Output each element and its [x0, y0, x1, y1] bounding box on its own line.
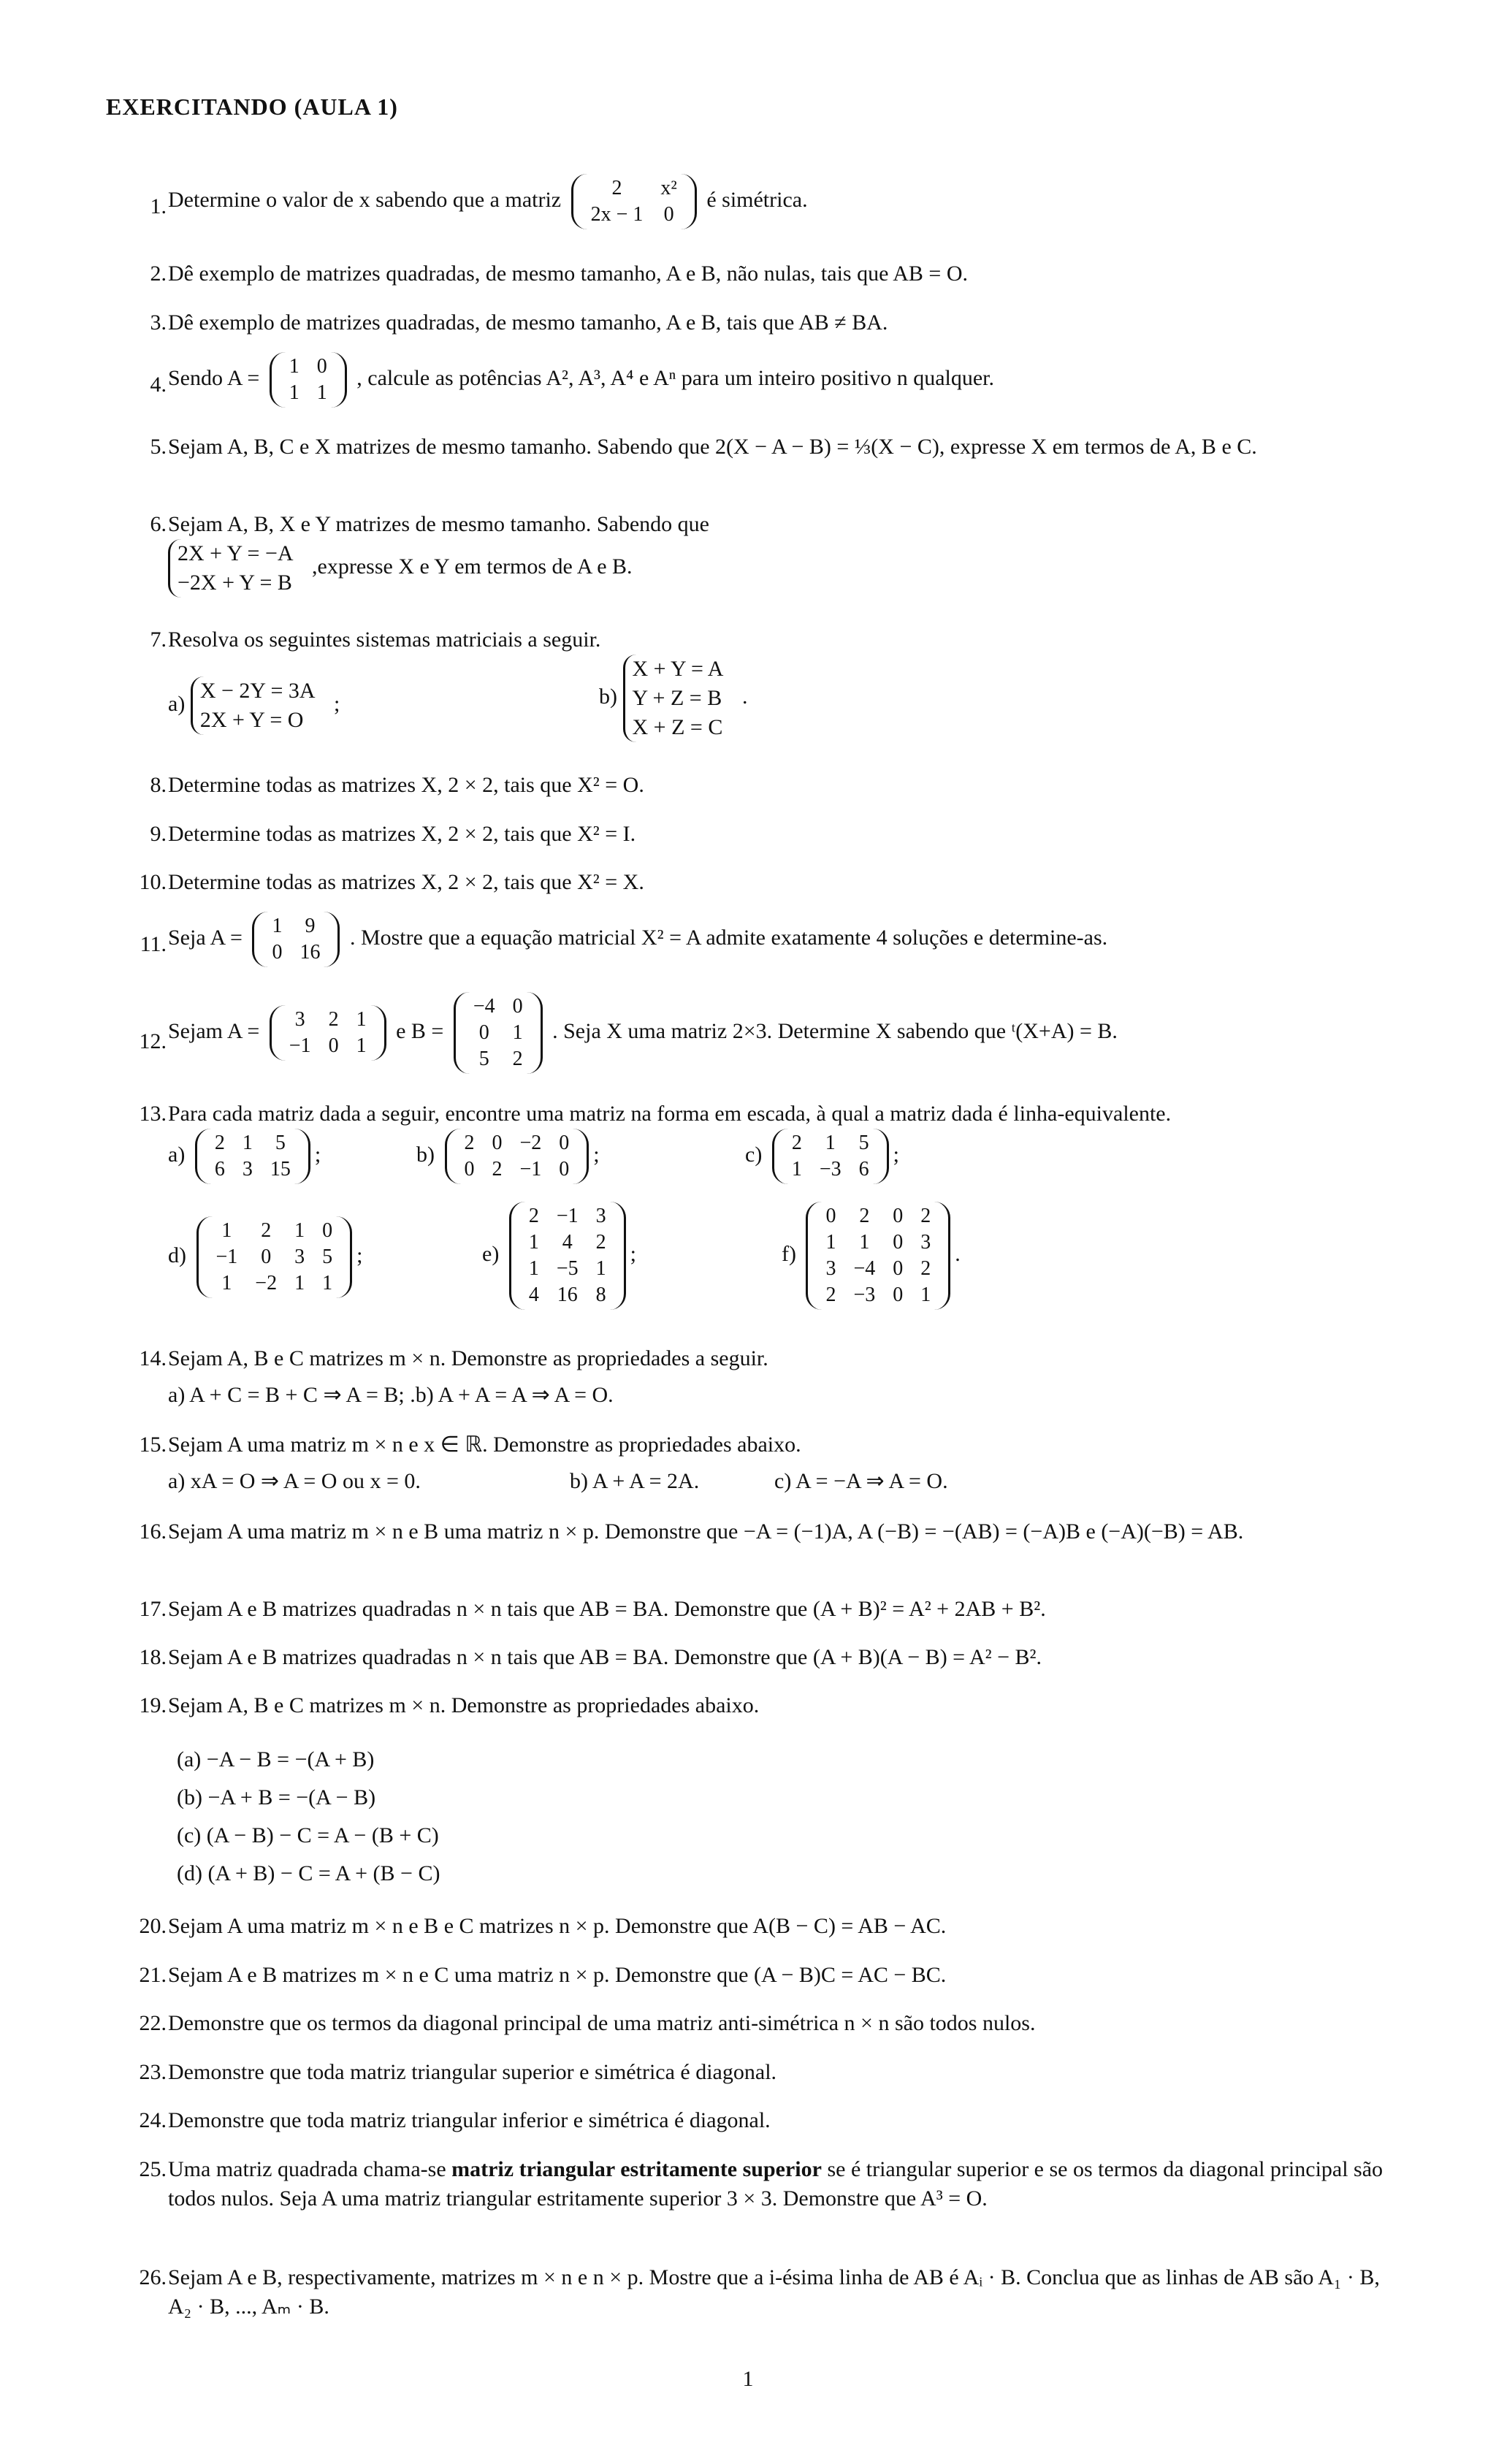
exercise-number: 25. — [139, 2157, 167, 2181]
exercise-text: . Seja X uma matriz 2×3. Determine X sabendo que ᵗ(X+A) = B. — [552, 1018, 1118, 1043]
matrix: 2 1 5 6 3 15 — [195, 1129, 310, 1184]
item-label: a) — [168, 691, 186, 716]
matrix: 2 0 −2 0 0 2 −1 0 — [445, 1129, 589, 1184]
matrix: 1 2 1 0 −1 0 3 5 1 −2 1 1 — [196, 1216, 353, 1298]
exercise-text: e B = — [396, 1018, 444, 1043]
exercise-12 — [123, 992, 1394, 1087]
exercise-text: Para cada matriz dada a seguir, encontre uma matriz na forma em escada, à qual a matriz dada é linha-equivalente. — [168, 1102, 1172, 1126]
exercise-text: Seja A = — [168, 925, 243, 950]
list-item: (a) −A − B = −(A + B) — [177, 1747, 375, 1771]
exercise-number: 26. — [139, 2265, 167, 2289]
item-label: b) — [599, 684, 617, 709]
exercise-text: Sejam A uma matriz m × n e x ∈ ℝ. Demonstre as propriedades abaixo. — [168, 1433, 801, 1457]
equation-system: 2X + Y = −A −2X + Y = B — [168, 539, 301, 598]
exercise-text: é simétrica. — [706, 187, 808, 212]
exercise-text: Demonstre que toda matriz triangular superior e simétrica é diagonal. — [168, 2060, 777, 2084]
exercise-number: 6. — [150, 512, 167, 536]
exercise-number: 3. — [150, 310, 167, 335]
item-label: b) — [416, 1142, 435, 1167]
page-title: EXERCITANDO (AULA 1) — [106, 94, 398, 120]
exercise-text: a) A + C = B + C ⇒ A = B; .b) A + A = A ⇒ A = O. — [168, 1383, 614, 1407]
exercise-text: Determine todas as matrizes X, 2 × 2, tais que X² = O. — [168, 773, 644, 797]
exercise-text: Sejam A e B, respectivamente, matrizes m × n e n × p. Mostre que a i-ésima linha de AB é Aᵢ · B. Conclua que as linhas de AB são A₁ · B, A₂ · B, ..., Aₘ · B. — [168, 2265, 1380, 2319]
exercise-text: Demonstre que os termos da diagonal principal de uma matriz anti-simétrica n × n são todos nulos. — [168, 2011, 1036, 2035]
item-label: d) — [168, 1243, 186, 1267]
exercise-text: Sejam A = — [168, 1018, 260, 1043]
item-label: a) — [168, 1142, 186, 1167]
item-text: c) A = −A ⇒ A = O. — [774, 1469, 948, 1493]
page-number: 1 — [742, 2367, 754, 2391]
exercise-text: Demonstre que toda matriz triangular inferior e simétrica é diagonal. — [168, 2108, 771, 2132]
matrix-b: −4 0 0 1 5 2 — [454, 992, 543, 1074]
exercise-number: 7. — [150, 628, 167, 652]
exercise-text: Sejam A, B, X e Y matrizes de mesmo tamanho. Sabendo que — [168, 512, 709, 536]
exercise-text: Dê exemplo de matrizes quadradas, de mesmo tamanho, A e B, não nulas, tais que AB = O. — [168, 262, 968, 286]
term-definition: matriz triangular estritamente superior — [451, 2157, 822, 2181]
exercise-text: Sejam A, B e C matrizes m × n. Demonstre as propriedades a seguir. — [168, 1346, 768, 1370]
exercise-text: . Mostre que a equação matricial X² = A admite exatamente 4 soluções e determine-as. — [349, 925, 1108, 950]
exercise-text: se é triangular superior e se os termos da diagonal principal são todos nulos. Seja A uma matriz triangular estritamente superior 3 × 3. Demonstre que A³ = O. — [168, 2157, 1384, 2211]
exercise-4 — [123, 352, 1394, 418]
item-label: c) — [745, 1142, 763, 1167]
matrix: 1 9 0 16 — [252, 912, 340, 967]
matrix: 1 0 1 1 — [270, 352, 347, 408]
exercise-number: 19. — [139, 1693, 167, 1717]
exercise-number: 16. — [139, 1519, 167, 1544]
exercise-number: 14. — [139, 1346, 167, 1370]
item-text: b) A + A = 2A. — [570, 1469, 700, 1493]
list-item: (c) (A − B) − C = A − (B + C) — [177, 1823, 439, 1847]
exercise-text: Sejam A e B matrizes quadradas n × n tais que AB = BA. Demonstre que (A + B)² = A² + 2AB + B². — [168, 1597, 1046, 1621]
exercise-number: 8. — [150, 773, 167, 797]
exercise-number: 23. — [139, 2060, 167, 2084]
exercise-text: Sejam A, B e C matrizes m × n. Demonstre as propriedades abaixo. — [168, 1693, 760, 1717]
exercise-number: 18. — [139, 1645, 167, 1669]
exercise-number: 20. — [139, 1914, 167, 1938]
matrix-a: 3 2 1 −1 0 1 — [270, 1005, 386, 1061]
exercise-number: 2. — [150, 262, 167, 286]
exercise-number: 24. — [139, 2108, 167, 2132]
exercise-text: ,expresse X e Y em termos de A e B. — [312, 554, 633, 579]
list-item: (d) (A + B) − C = A + (B − C) — [177, 1861, 440, 1885]
matrix: 2 −1 3 1 4 2 1 −5 1 4 16 8 — [509, 1202, 626, 1310]
exercise-number: 21. — [139, 1963, 167, 1987]
list-item: (b) −A + B = −(A − B) — [177, 1785, 376, 1809]
exercise-number: 12. — [139, 1029, 167, 1053]
exercise-11 — [123, 912, 1394, 977]
exercise-text: Determine o valor de x sabendo que a matriz — [168, 187, 562, 212]
exercise-text: Sejam A uma matriz m × n e B uma matriz n × p. Demonstre que −A = (−1)A, A (−B) = −(AB) = (−A)B e (−A)(−B) = AB. — [168, 1519, 1244, 1544]
exercise-text: Determine todas as matrizes X, 2 × 2, tais que X² = I. — [168, 822, 636, 846]
document-page: EXERCITANDO (AULA 1) 1. Determine o valor de x sabendo que a matriz 2 x² 2x − 1 0 é simétrica. 2. Dê exemplo de matrizes quadradas, de mesmo tamanho, A e B, não nulas, tais que AB = O. 3. Dê exemplo de matrizes quadradas, de mesmo tamanho, A e B, tais que AB ≠ BA. 4. Sendo A = 1 0 1 1 , calcule as potências A², A³, A⁴ e Aⁿ para um inteiro positivo n qualquer. 5. Sejam A, B, C e X matrizes de mesmo tamanho. Sabendo que 2(X − A − B) = ⅓(X − C), expresse X em termos de A, B e C. 6. Sejam A, B, X e Y matrizes de mesmo tamanho. Sabendo que 2X + Y = −A −2X + Y = B ,expresse X e Y em termos de A e B. 7. Resolva os seguintes sistemas matriciais a seguir. a) X − 2Y = 3A 2X + Y = O ; b) X + Y = A Y + Z = B X + Z = C . 8. Determine todas as matrizes X, 2 × 2, tais que X² = O. 9. Determine todas as matrizes X, 2 × 2, tais que X² = I. 10. Determine todas as matrizes X, 2 × 2, tais que X² = X. 11. Seja A = 1 9 0 16 . Mostre que a equação matricial X² = A admite exatamente 4 soluções e determine-as. 12. Sejam A = 3 2 1 −1 0 1 e B = −4 0 0 1 5 2 . Seja X uma matriz 2×3. Determine X sabendo que ᵗ(X+A) = B. 13. Para cada matriz dada a seguir, encontre uma matriz na forma em escada, à qual a matriz dada é linha-equivalente. a) 2 1 5 6 3 15 ; b) 2 0 −2 0 0 2 −1 0 ; c) 2 1 5 1 −3 6 ; d) 1 2 1 0 −1 0 3 5 1 −2 1 1 ; e) 2 −1 3 1 4 2 1 −5 1 4 16 8 ; f) 0 2 0 2 1 1 0 3 3 −4 0 2 2 −3 0 1 . 14. Sejam A, B e C matrizes m × n. Demonstre as propriedades a seguir. a) A + C = B + C ⇒ A = B; .b) A + A = A ⇒ A = O. 15. Sejam A uma matriz m × n e x ∈ ℝ. Demonstre as propriedades abaixo. a) xA = O ⇒ A = O ou x = 0. b) A + A = 2A. c) A = −A ⇒ A = O. 16. Sejam A uma matriz m × n e B uma matriz n × p. Demonstre que −A = (−1)A, A (−B) = −(AB) = (−A)B e (−A)(−B) = AB. 17. Sejam A e B matrizes quadradas n × n tais que AB = BA. Demonstre que (A + B)² = A² + 2AB + B². 18. Sejam A e B matrizes quadradas n × n tais que AB = BA. Demonstre que (A + B)(A − B) = A² − B². 19. Sejam A, B e C matrizes m × n. Demonstre as propriedades abaixo. (a) −A − B = −(A + B) (b) −A + B = −(A − B) (c) (A − B) − C = A − (B + C) (d) (A + B) − C = A + (B − C) 20. Sejam A uma matriz m × n e B e C matrizes n × p. Demonstre que A(B − C) = AB − AC. 21. Sejam A e B matrizes m × n e C uma matriz n × p. Demonstre que (A − B)C = AC − BC. 22. Demonstre que os termos da diagonal principal de uma matriz anti-simétrica n × n são todos nulos. 23. Demonstre que toda matriz triangular superior e simétrica é diagonal. 24. Demonstre que toda matriz triangular inferior e simétrica é diagonal. 25. Uma matriz quadrada chama-se matriz triangular estritamente superior se é triangular superior e se os termos da diagonal principal são todos nulos. Seja A uma matriz triangular estritamente superior 3 × 3. Demonstre que A³ = O. 26. Sejam A e B, respectivamente, matrizes m × n e n × p. Mostre que a i-ésima linha de AB é Aᵢ · B. Conclua que as linhas de AB são A₁ · B, A₂ · B, ..., Aₘ · B. 1 — [0, 0, 1496, 2464]
exercise-number: 13. — [139, 1102, 167, 1126]
exercise-number: 4. — [150, 373, 167, 397]
exercise-number: 17. — [139, 1597, 167, 1621]
exercise-text: Determine todas as matrizes X, 2 × 2, tais que X² = X. — [168, 870, 644, 894]
exercise-1 — [123, 174, 1394, 240]
exercise-text: Sendo A = — [168, 365, 260, 390]
item-text: a) xA = O ⇒ A = O ou x = 0. — [168, 1469, 421, 1493]
exercise-number: 9. — [150, 822, 167, 846]
exercise-number: 15. — [139, 1433, 167, 1457]
exercise-number: 22. — [139, 2011, 167, 2035]
exercise-number: 10. — [139, 870, 167, 894]
exercise-number: 11. — [140, 932, 167, 956]
exercise-number: 1. — [150, 194, 167, 218]
exercise-text: Dê exemplo de matrizes quadradas, de mesmo tamanho, A e B, tais que AB ≠ BA. — [168, 310, 888, 335]
matrix: 2 1 5 1 −3 6 — [772, 1129, 889, 1184]
equation-system: X + Y = A Y + Z = B X + Z = C — [623, 655, 731, 742]
item-label: e) — [482, 1241, 500, 1266]
exercise-text: Sejam A e B matrizes quadradas n × n tais que AB = BA. Demonstre que (A + B)(A − B) = A² − B². — [168, 1645, 1042, 1669]
exercise-text: Resolva os seguintes sistemas matriciais a seguir. — [168, 628, 601, 652]
exercise-text: Uma matriz quadrada chama-se — [168, 2157, 446, 2181]
exercise-number: 5. — [150, 435, 167, 459]
exercise-text: Sejam A, B, C e X matrizes de mesmo tamanho. Sabendo que 2(X − A − B) = ⅓(X − C), expresse X em termos de A, B e C. — [168, 435, 1257, 459]
exercise-text: Sejam A e B matrizes m × n e C uma matriz n × p. Demonstre que (A − B)C = AC − BC. — [168, 1963, 947, 1987]
matrix: 0 2 0 2 1 1 0 3 3 −4 0 2 2 −3 0 1 — [806, 1202, 950, 1310]
item-label: f) — [782, 1241, 796, 1266]
exercise-text: , calcule as potências A², A³, A⁴ e Aⁿ para um inteiro positivo n qualquer. — [356, 365, 994, 390]
exercise-text: Sejam A uma matriz m × n e B e C matrizes n × p. Demonstre que A(B − C) = AB − AC. — [168, 1914, 947, 1938]
equation-system: X − 2Y = 3A 2X + Y = O — [191, 676, 323, 735]
matrix: 2 x² 2x − 1 0 — [571, 174, 697, 229]
